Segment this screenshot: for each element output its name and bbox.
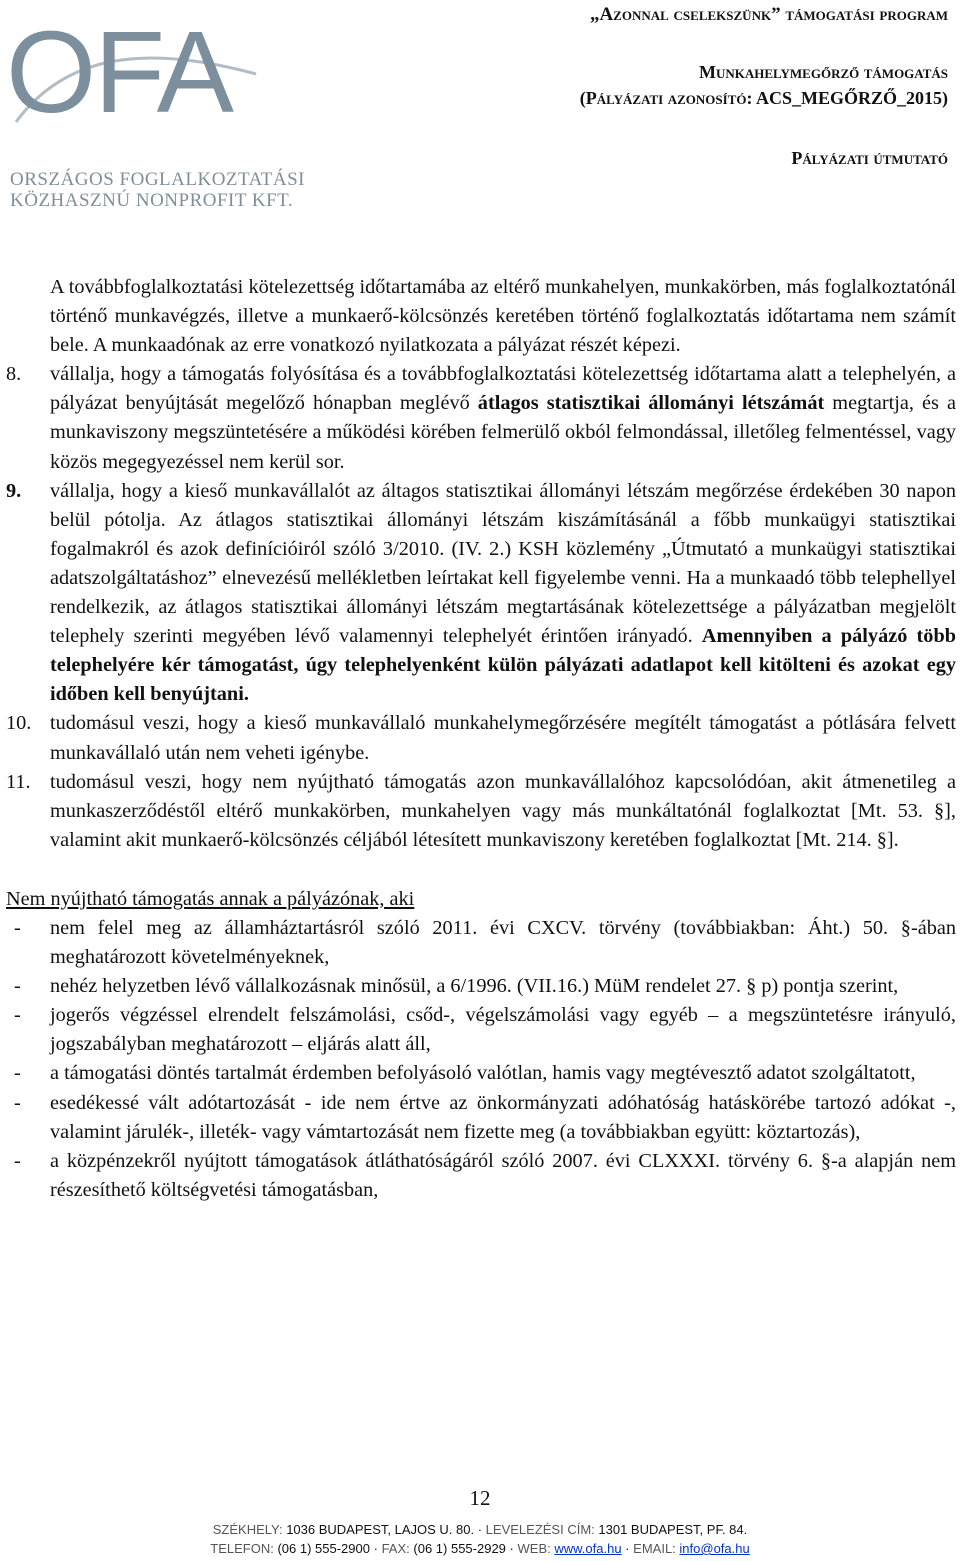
document-type: Pályázati útmutató xyxy=(791,148,948,168)
dash-text: a közpénzekről nyújtott támogatások átláthatóságáról szóló 2007. évi CLXXXI. törvény 6. §-a alapján nem részesíthető költségvetési támogatásban, xyxy=(50,1149,956,1201)
item-9-text-bold: Amennyiben a pályázó több telephelyére kér támogatást, úgy telephelyenként külön pályázati adatlapot kell kitölteni és azokat egy időben kell benyújtani. xyxy=(50,625,956,706)
section-heading xyxy=(6,885,956,914)
dash-marker: - xyxy=(14,1091,21,1114)
item-number: 10. xyxy=(6,712,32,735)
list-item-8 xyxy=(6,360,956,476)
phone-number: (06 1) 555-2900 xyxy=(277,1541,370,1556)
web-label: WEB: xyxy=(517,1541,551,1556)
logo-line-2: KÖZHASZNÚ NONPROFIT KFT. xyxy=(10,190,294,211)
fax-label: FAX: xyxy=(381,1541,410,1556)
mail-label: LEVELEZÉSI CÍM: xyxy=(485,1522,595,1537)
logo-letters: OFA xyxy=(6,7,233,137)
item-number: 8. xyxy=(6,363,22,386)
footer-separator: · xyxy=(625,1541,630,1556)
program-title: „Azonnal cselekszünk” támogatási program xyxy=(589,4,948,25)
item-text: tudomásul veszi, hogy a kieső munkavállaló munkahelymegőrzésére megítélt támogatást a pótlására felvett munkavállaló után nem veheti igénybe. xyxy=(50,712,956,764)
logo-line-1: ORSZÁGOS FOGLALKOZTATÁSI xyxy=(10,169,305,190)
footer-separator: · xyxy=(509,1541,514,1556)
item-9-text-a: vállalja, hogy a kieső munkavállalót az áltagos statisztikai állományi létszám megőrzése érdekében 30 napon belül pótolja. Az átlagos statisztikai állományi létszám kiszámításánál a főbb munkaügyi statisztikai fogalmakról és azok definícióiról szóló 3/2010. (IV. 2.) KSH közlemény „Útmutató a munkaügyi statisztikai adatszolgáltatáshoz” elnevezésű mellékletben leírtakat kell figyelembe venni. Ha a munkaadó több telephellyel rendelkezik, az átlagos statisztikai állományi létszám megtartásának kötelezettsége a pályázatban megjelölt telephely szerinti megyében lévő valamennyi telephelyét érintően irányadó. xyxy=(50,479,956,648)
item-text xyxy=(50,477,956,710)
item-text xyxy=(50,360,956,476)
dash-text: a támogatási döntés tartalmát érdemben befolyásoló valótlan, hamis vagy megtévesztő adatot szolgáltatott, xyxy=(50,1062,916,1085)
list-item xyxy=(6,914,956,972)
list-item-11 xyxy=(6,768,956,855)
seat-label: SZÉKHELY: xyxy=(212,1522,283,1537)
dash-text: nem felel meg az államháztartásról szóló 2011. évi CXCV. törvény (továbbiakban: Áht.) 50. §-ában meghatározott követelményeknek, xyxy=(50,916,956,969)
fax-number: (06 1) 555-2929 xyxy=(413,1541,506,1556)
section-heading-text: Nem nyújtható támogatás annak a pályázónak, aki xyxy=(6,887,415,910)
footer-contact-line xyxy=(0,1541,960,1556)
dash-marker: - xyxy=(14,916,21,939)
email-label: EMAIL: xyxy=(633,1541,676,1556)
dash-marker: - xyxy=(14,1062,21,1085)
dash-text: jogerős végzéssel elrendelt felszámolási, csőd-, végelszámolási vagy egyéb – a megszüntetésre irányuló, jogszabályban meghatározott – eljárás alatt áll, xyxy=(50,1004,956,1056)
footer-separator: · xyxy=(373,1541,378,1556)
dash-text: nehéz helyzetben lévő vállalkozásnak minősül, a 6/1996. (VII.16.) MüM rendelet 27. § p) pontja szerint, xyxy=(50,975,899,998)
item-8-text-c: megtartja, és a munkaviszony megszüntetésére a működési körében felmerülő okból felmondással, illetőleg felmentéssel, vagy közös megegyezéssel nem kerül sor. xyxy=(50,392,956,473)
item-text: tudomásul veszi, hogy nem nyújtható támogatás azon munkavállalóhoz kapcsolódóan, akit átmenetileg a munkaszerződéstől eltérő munkakörben, munkahelyen vagy más munkáltatónál foglalkoztat [Mt. 53. §], valamint akit munkaerő-kölcsönzés céljából létesített munkaviszony keretében foglalkoztat [Mt. 214. §]. xyxy=(50,770,956,851)
list-item xyxy=(6,1059,956,1088)
seat-address: 1036 BUDAPEST, LAJOS U. 80. xyxy=(286,1522,475,1537)
website-link[interactable]: www.ofa.hu xyxy=(554,1541,622,1556)
list-item-10 xyxy=(6,709,956,767)
ofa-logo xyxy=(6,7,305,211)
mail-address: 1301 BUDAPEST, PF. 84. xyxy=(598,1522,748,1537)
item-number: 9. xyxy=(6,479,22,502)
dash-marker: - xyxy=(14,975,21,998)
list-item xyxy=(6,972,956,1001)
list-item xyxy=(6,1147,956,1205)
page-number: 12 xyxy=(469,1486,491,1510)
dash-text: esedékessé vált adótartozását - ide nem értve az önkormányzati adóhatóság hatáskörébe tartozó adókat -, valamint járulék-, illeték- vagy vámtartozását nem fizette meg (a továbbiakban együtt: köztartozás), xyxy=(50,1091,956,1143)
phone-label: TELEFON: xyxy=(210,1541,274,1556)
body-content xyxy=(6,273,956,1205)
footer-address-line xyxy=(0,1522,960,1537)
footer-separator: · xyxy=(477,1522,483,1537)
email-link[interactable]: info@ofa.hu xyxy=(679,1541,750,1556)
list-item-9 xyxy=(6,477,956,710)
list-item xyxy=(6,1001,956,1059)
dash-marker: - xyxy=(14,1004,21,1027)
document-identifier: (Pályázati azonosító: ACS_MEGŐRZŐ_2015) xyxy=(579,88,948,108)
item-number: 11. xyxy=(6,770,31,793)
item-8-text-a: vállalja, hogy a támogatás folyósítása és a továbbfoglalkoztatási kötelezettség időtartama alatt a telephelyén, a pályázat benyújtását megelőző hónapban meglévő xyxy=(50,363,956,415)
document-title: Munkahelymegőrző támogatás xyxy=(698,62,948,82)
dash-marker: - xyxy=(14,1149,21,1172)
list-item xyxy=(6,1089,956,1147)
item-8-text-bold: átlagos statisztikai állományi létszámát xyxy=(477,392,825,415)
intro-paragraph: A továbbfoglalkoztatási kötelezettség időtartamába az eltérő munkahelyen, munkakörben, más foglalkoztatónál történő munkavégzés, illetve a munkaerő-kölcsönzés keretében történő foglalkoztatás időtartama nem számít bele. A munkaadónak az erre vonatkozó nyilatkozata a pályázat részét képezi. xyxy=(50,276,956,357)
